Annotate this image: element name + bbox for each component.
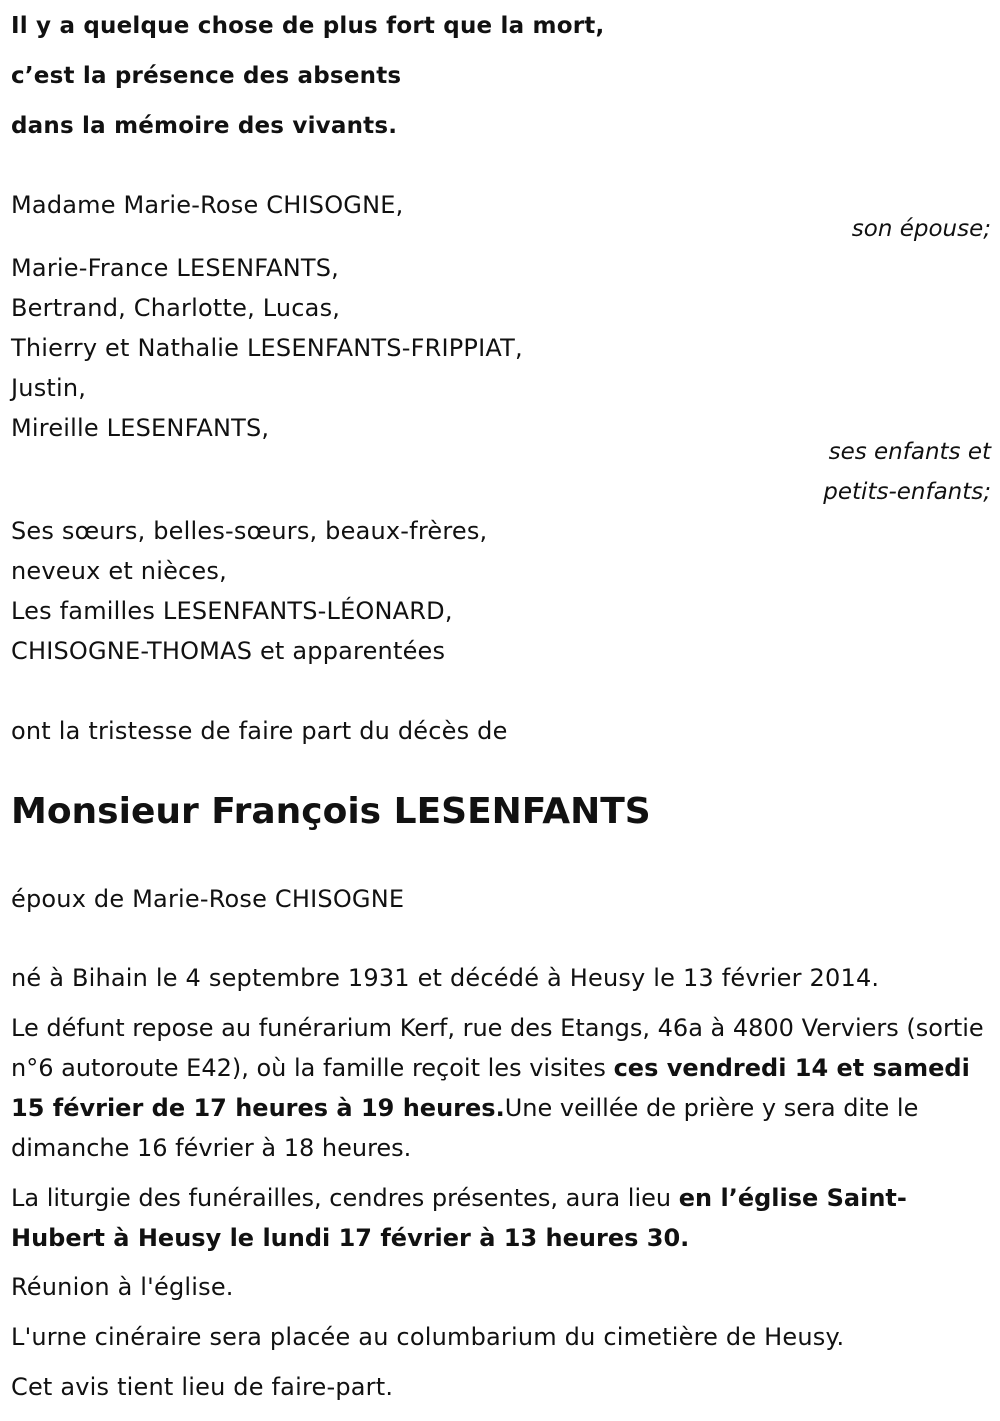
children-relation-line-1: ses enfants et xyxy=(828,439,991,465)
child-line: Mireille LESENFANTS, xyxy=(11,414,270,442)
child-line: Justin, xyxy=(11,374,87,402)
quote-line-1: Il y a quelque chose de plus fort que la mort, xyxy=(11,13,605,39)
family-line: Ses sœurs, belles-sœurs, beaux-frères, xyxy=(11,517,488,545)
child-line: Marie-France LESENFANTS, xyxy=(11,254,339,282)
children-relation-line-2: petits-enfants; xyxy=(823,479,991,505)
reunion-line: Réunion à l'église. xyxy=(11,1273,234,1301)
child-line: Thierry et Nathalie LESENFANTS-FRIPPIAT, xyxy=(11,334,523,362)
spouse-name: Madame Marie-Rose CHISOGNE, xyxy=(11,191,404,219)
funeral-text: La liturgie des funérailles, cendres présentes, aura lieu xyxy=(11,1184,679,1212)
visitation-bold: ces vendredi 14 et samedi 15 février de 17 heures à 19 heures. xyxy=(11,1054,970,1122)
vigil-text: Une veillée de prière y sera dite le dimanche 16 février à 18 heures. xyxy=(11,1094,919,1162)
quote-line-2: c’est la présence des absents xyxy=(11,63,402,89)
announcement: ont la tristesse de faire part du décès de xyxy=(11,717,508,745)
spouse-of: époux de Marie-Rose CHISOGNE xyxy=(11,885,405,913)
deceased-name: Monsieur François LESENFANTS xyxy=(11,791,651,832)
visitation-text: Le défunt repose au funérarium Kerf, rue des Etangs, 46a à 4800 Verviers (sortie n°6 autoroute E42), où la famille reçoit les visites xyxy=(11,1014,984,1082)
family-line: neveux et nièces, xyxy=(11,557,227,585)
quote-line-3: dans la mémoire des vivants. xyxy=(11,113,398,139)
birth-death: né à Bihain le 4 septembre 1931 et décédé à Heusy le 13 février 2014. xyxy=(11,964,880,992)
urn-line: L'urne cinéraire sera placée au columbarium du cimetière de Heusy. xyxy=(11,1323,845,1351)
notice-line: Cet avis tient lieu de faire-part. xyxy=(11,1373,394,1401)
visitation-paragraph xyxy=(11,1008,986,1168)
funeral-paragraph xyxy=(11,1178,986,1258)
child-line: Bertrand, Charlotte, Lucas, xyxy=(11,294,341,322)
funeral-bold: en l’église Saint-Hubert à Heusy le lundi 17 février à 13 heures 30. xyxy=(11,1184,907,1252)
family-line: Les familles LESENFANTS-LÉONARD, xyxy=(11,597,453,625)
spouse-relation: son épouse; xyxy=(851,216,991,242)
family-line: CHISOGNE-THOMAS et apparentées xyxy=(11,637,446,665)
